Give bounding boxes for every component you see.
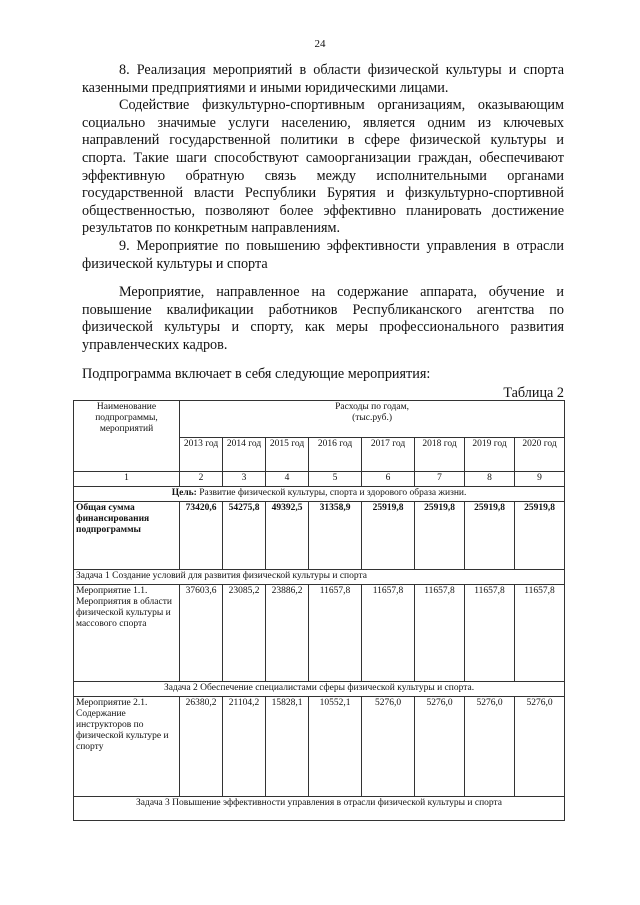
measure-2-value: 15828,1: [266, 697, 309, 797]
total-label: Общая сумма финансирования подпрограммы: [74, 502, 180, 570]
measure-1-value: 23886,2: [266, 585, 309, 682]
paragraph-9: 9. Мероприятие по повышению эффективности управления в отрасли физической культуры и спорта: [82, 237, 564, 272]
total-value: 31358,9: [309, 502, 362, 570]
task-1-row: Задача 1 Создание условий для развития физической культуры и спорта: [74, 570, 565, 585]
measure-1-value: 11657,8: [415, 585, 465, 682]
column-number: 1: [74, 472, 180, 487]
measure-2-value: 5276,0: [415, 697, 465, 797]
total-value: 25919,8: [515, 502, 565, 570]
year-header: 2016 год: [309, 438, 362, 472]
paragraph-support: Содействие физкультурно-спортивным организациям, оказывающим социально значимые услуги населению, является одним из ключевых направлений государственной политики в сфере физической культуры и спорта. Такие шаги способствуют самоорганизации граждан, обеспечивают эффективную обратную связь между исполнительными органами государственной власти Республики Бурятия и физкультурно-спортивной общественностью, позволяют более эффективно планировать достижение результатов по конкретным направлениям.: [82, 97, 564, 237]
year-header: 2018 год: [415, 438, 465, 472]
total-value: 54275,8: [223, 502, 266, 570]
task-3-row: Задача 3 Повышение эффективности управления в отрасли физической культуры и спорта: [74, 797, 565, 821]
column-number: 6: [362, 472, 415, 487]
column-number: 9: [515, 472, 565, 487]
task-2-row: Задача 2 Обеспечение специалистами сферы физической культуры и спорта.: [74, 682, 565, 697]
expenses-table: [73, 400, 565, 821]
measure-2-label: Мероприятие 2.1. Содержание инструкторов по физической культуре и спорту: [74, 697, 180, 797]
total-value: 25919,8: [362, 502, 415, 570]
year-header: 2013 год: [180, 438, 223, 472]
column-number: 4: [266, 472, 309, 487]
table-caption: Таблица 2: [503, 385, 564, 401]
column-number: 3: [223, 472, 266, 487]
year-header: 2019 год: [465, 438, 515, 472]
page-number: 24: [314, 38, 326, 50]
measure-1-value: 37603,6: [180, 585, 223, 682]
body-text: [82, 62, 564, 383]
measure-1-value: 11657,8: [309, 585, 362, 682]
measure-1-label: Мероприятие 1.1. Мероприятия в области физической культуры и массового спорта: [74, 585, 180, 682]
goal-row: Цель: Развитие физической культуры, спорта и здорового образа жизни.: [74, 487, 565, 502]
year-header: 2017 год: [362, 438, 415, 472]
paragraph-measure: Мероприятие, направленное на содержание аппарата, обучение и повышение квалификации работников Республиканского агентства по физической культуры и спорту, как меры профессионального развития управленческих кадров.: [82, 284, 564, 353]
header-name: Наименование подпрограммы, мероприятий: [74, 401, 180, 472]
measure-1-value: 11657,8: [465, 585, 515, 682]
year-header: 2014 год: [223, 438, 266, 472]
paragraph-8: 8. Реализация мероприятий в области физической культуры и спорта казенными предприятиями и иными юридическими лицами.: [82, 62, 564, 96]
header-expenses: Расходы по годам, (тыс.руб.): [180, 401, 565, 438]
total-value: 49392,5: [266, 502, 309, 570]
total-value: 25919,8: [415, 502, 465, 570]
column-number: 7: [415, 472, 465, 487]
measure-2-value: 5276,0: [515, 697, 565, 797]
total-value: 25919,8: [465, 502, 515, 570]
measure-2-value: 5276,0: [362, 697, 415, 797]
measure-1-value: 11657,8: [515, 585, 565, 682]
column-number: 5: [309, 472, 362, 487]
column-number: 8: [465, 472, 515, 487]
year-header: 2015 год: [266, 438, 309, 472]
measure-2-value: 5276,0: [465, 697, 515, 797]
measure-2-value: 10552,1: [309, 697, 362, 797]
total-value: 73420,6: [180, 502, 223, 570]
year-header: 2020 год: [515, 438, 565, 472]
measure-1-value: 23085,2: [223, 585, 266, 682]
measure-1-value: 11657,8: [362, 585, 415, 682]
column-number: 2: [180, 472, 223, 487]
measure-2-value: 21104,2: [223, 697, 266, 797]
measure-2-value: 26380,2: [180, 697, 223, 797]
paragraph-subprogram: Подпрограмма включает в себя следующие мероприятия:: [82, 365, 431, 382]
